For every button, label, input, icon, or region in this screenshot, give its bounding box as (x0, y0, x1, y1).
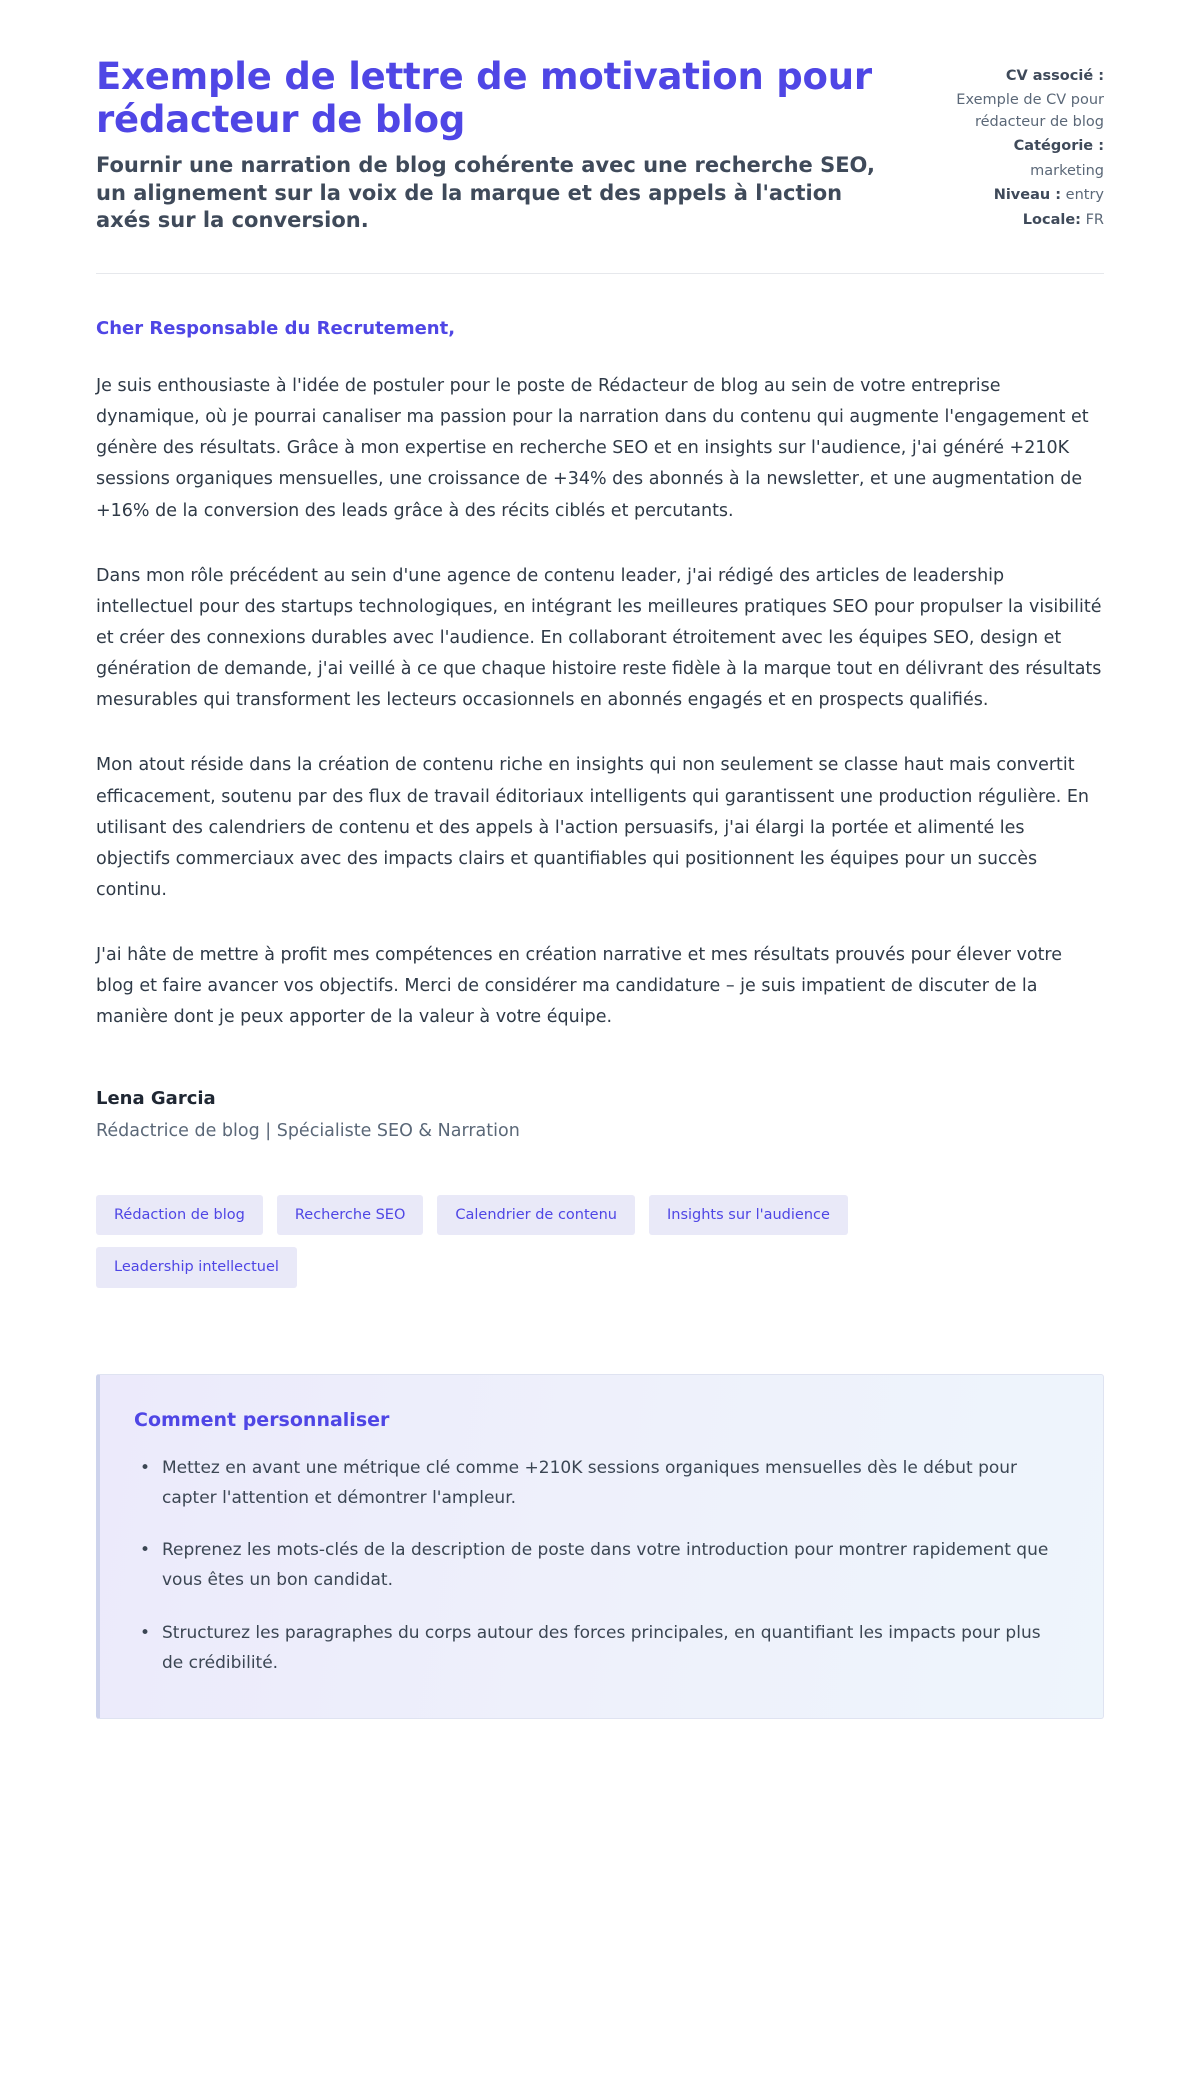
related-cv-value: Exemple de CV pour rédacteur de blog (956, 92, 1104, 130)
skill-tag[interactable]: Leadership intellectuel (96, 1247, 297, 1288)
metadata-related-cv-value (936, 90, 1104, 133)
callout-title: Comment personnaliser (134, 1408, 390, 1431)
header-title-block (96, 56, 896, 235)
customization-callout (96, 1374, 1104, 1720)
callout-tip-list (134, 1453, 1065, 1679)
skill-tag[interactable]: Calendrier de contenu (437, 1195, 635, 1236)
document-header (96, 0, 1104, 235)
page-subtitle: Fournir une narration de blog cohérente avec une recherche SEO, un alignement sur la voix de la marque et des appels à l'action axés sur la conversion. (96, 152, 875, 233)
letter-paragraph: Mon atout réside dans la création de contenu riche en insights qui non seulement se classe haut mais convertit efficacement, soutenu par des flux de travail éditoriaux intelligents qui garantissent une production régulière. En utilisant des calendriers de contenu et des appels à l'action persuasifs, j'ai élargi la portée et alimenté les objectifs commerciaux avec des impacts clairs et quantifiables qui positionnent les équipes pour un succès continu. (96, 755, 1090, 900)
skill-tag[interactable]: Insights sur l'audience (649, 1195, 848, 1236)
metadata-level (936, 185, 1104, 206)
skill-tag-list (96, 1195, 996, 1288)
letter-paragraph: Je suis enthousiaste à l'idée de postuler pour le poste de Rédacteur de blog au sein de votre entreprise dynamique, où je pourrai canaliser ma passion pour la narration dans du contenu qui augmente l'engagement et génère des résultats. Grâce à mon expertise en recherche SEO et en insights sur l'audience, j'ai généré +210K sessions organiques mensuelles, une croissance de +34% des abonnés à la newsletter, et une augmentation de +16% de la conversion des leads grâce à des récits ciblés et percutants. (96, 375, 1089, 521)
callout-tip-item: • Mettez en avant une métrique clé comme +210K sessions organiques mensuelles dès le début pour capter l'attention et démontrer l'ampleur. (158, 1453, 1065, 1514)
page-title: Exemple de lettre de motivation pour rédacteur de blog (96, 55, 872, 141)
metadata-category-value (936, 161, 1104, 182)
locale-value: FR (1085, 211, 1104, 228)
category-label: Catégorie : (1013, 138, 1104, 155)
skill-tag[interactable]: Recherche SEO (277, 1195, 424, 1236)
level-label: Niveau : (993, 187, 1062, 204)
metadata-related-cv (936, 66, 1104, 87)
metadata-category (936, 136, 1104, 157)
callout-tip-item: • Reprenez les mots-clés de la description de poste dans votre introduction pour montrer rapidement que vous êtes un bon candidat. (158, 1535, 1065, 1596)
signature-block (96, 1088, 1104, 1141)
document-metadata (936, 56, 1104, 234)
locale-label: Locale: (1022, 211, 1081, 228)
letter-paragraph: J'ai hâte de mettre à profit mes compétences en création narrative et mes résultats prouvés pour élever votre blog et faire avancer vos objectifs. Merci de considérer ma candidature – je suis impatient de discuter de la manière dont je peux apporter de la valeur à votre équipe. (96, 945, 1063, 1028)
letter-paragraph: Dans mon rôle précédent au sein d'une agence de contenu leader, j'ai rédigé des articles de leadership intellectuel pour des startups technologiques, en intégrant les meilleures pratiques SEO pour propulser la visibilité et créer des connexions durables avec l'audience. En collaborant étroitement avec les équipes SEO, design et génération de demande, j'ai veillé à ce que chaque histoire reste fidèle à la marque tout en délivrant des résultats mesurables qui transforment les lecteurs occasionnels en abonnés engagés et en prospects qualifiés. (96, 565, 1102, 711)
letter-body (96, 274, 1104, 1719)
metadata-locale (936, 210, 1104, 231)
category-value: marketing (1030, 162, 1104, 179)
level-value: entry (1065, 187, 1104, 204)
signature-name: Lena Garcia (96, 1087, 216, 1109)
related-cv-label: CV associé : (1005, 68, 1104, 84)
salutation: Cher Responsable du Recrutement, (96, 317, 456, 339)
skill-tag[interactable]: Rédaction de blog (96, 1195, 263, 1236)
signature-role: Rédactrice de blog | Spécialiste SEO & Narration (96, 1120, 520, 1141)
callout-tip-item: • Structurez les paragraphes du corps autour des forces principales, en quantifiant les impacts pour plus de crédibilité. (158, 1618, 1065, 1679)
